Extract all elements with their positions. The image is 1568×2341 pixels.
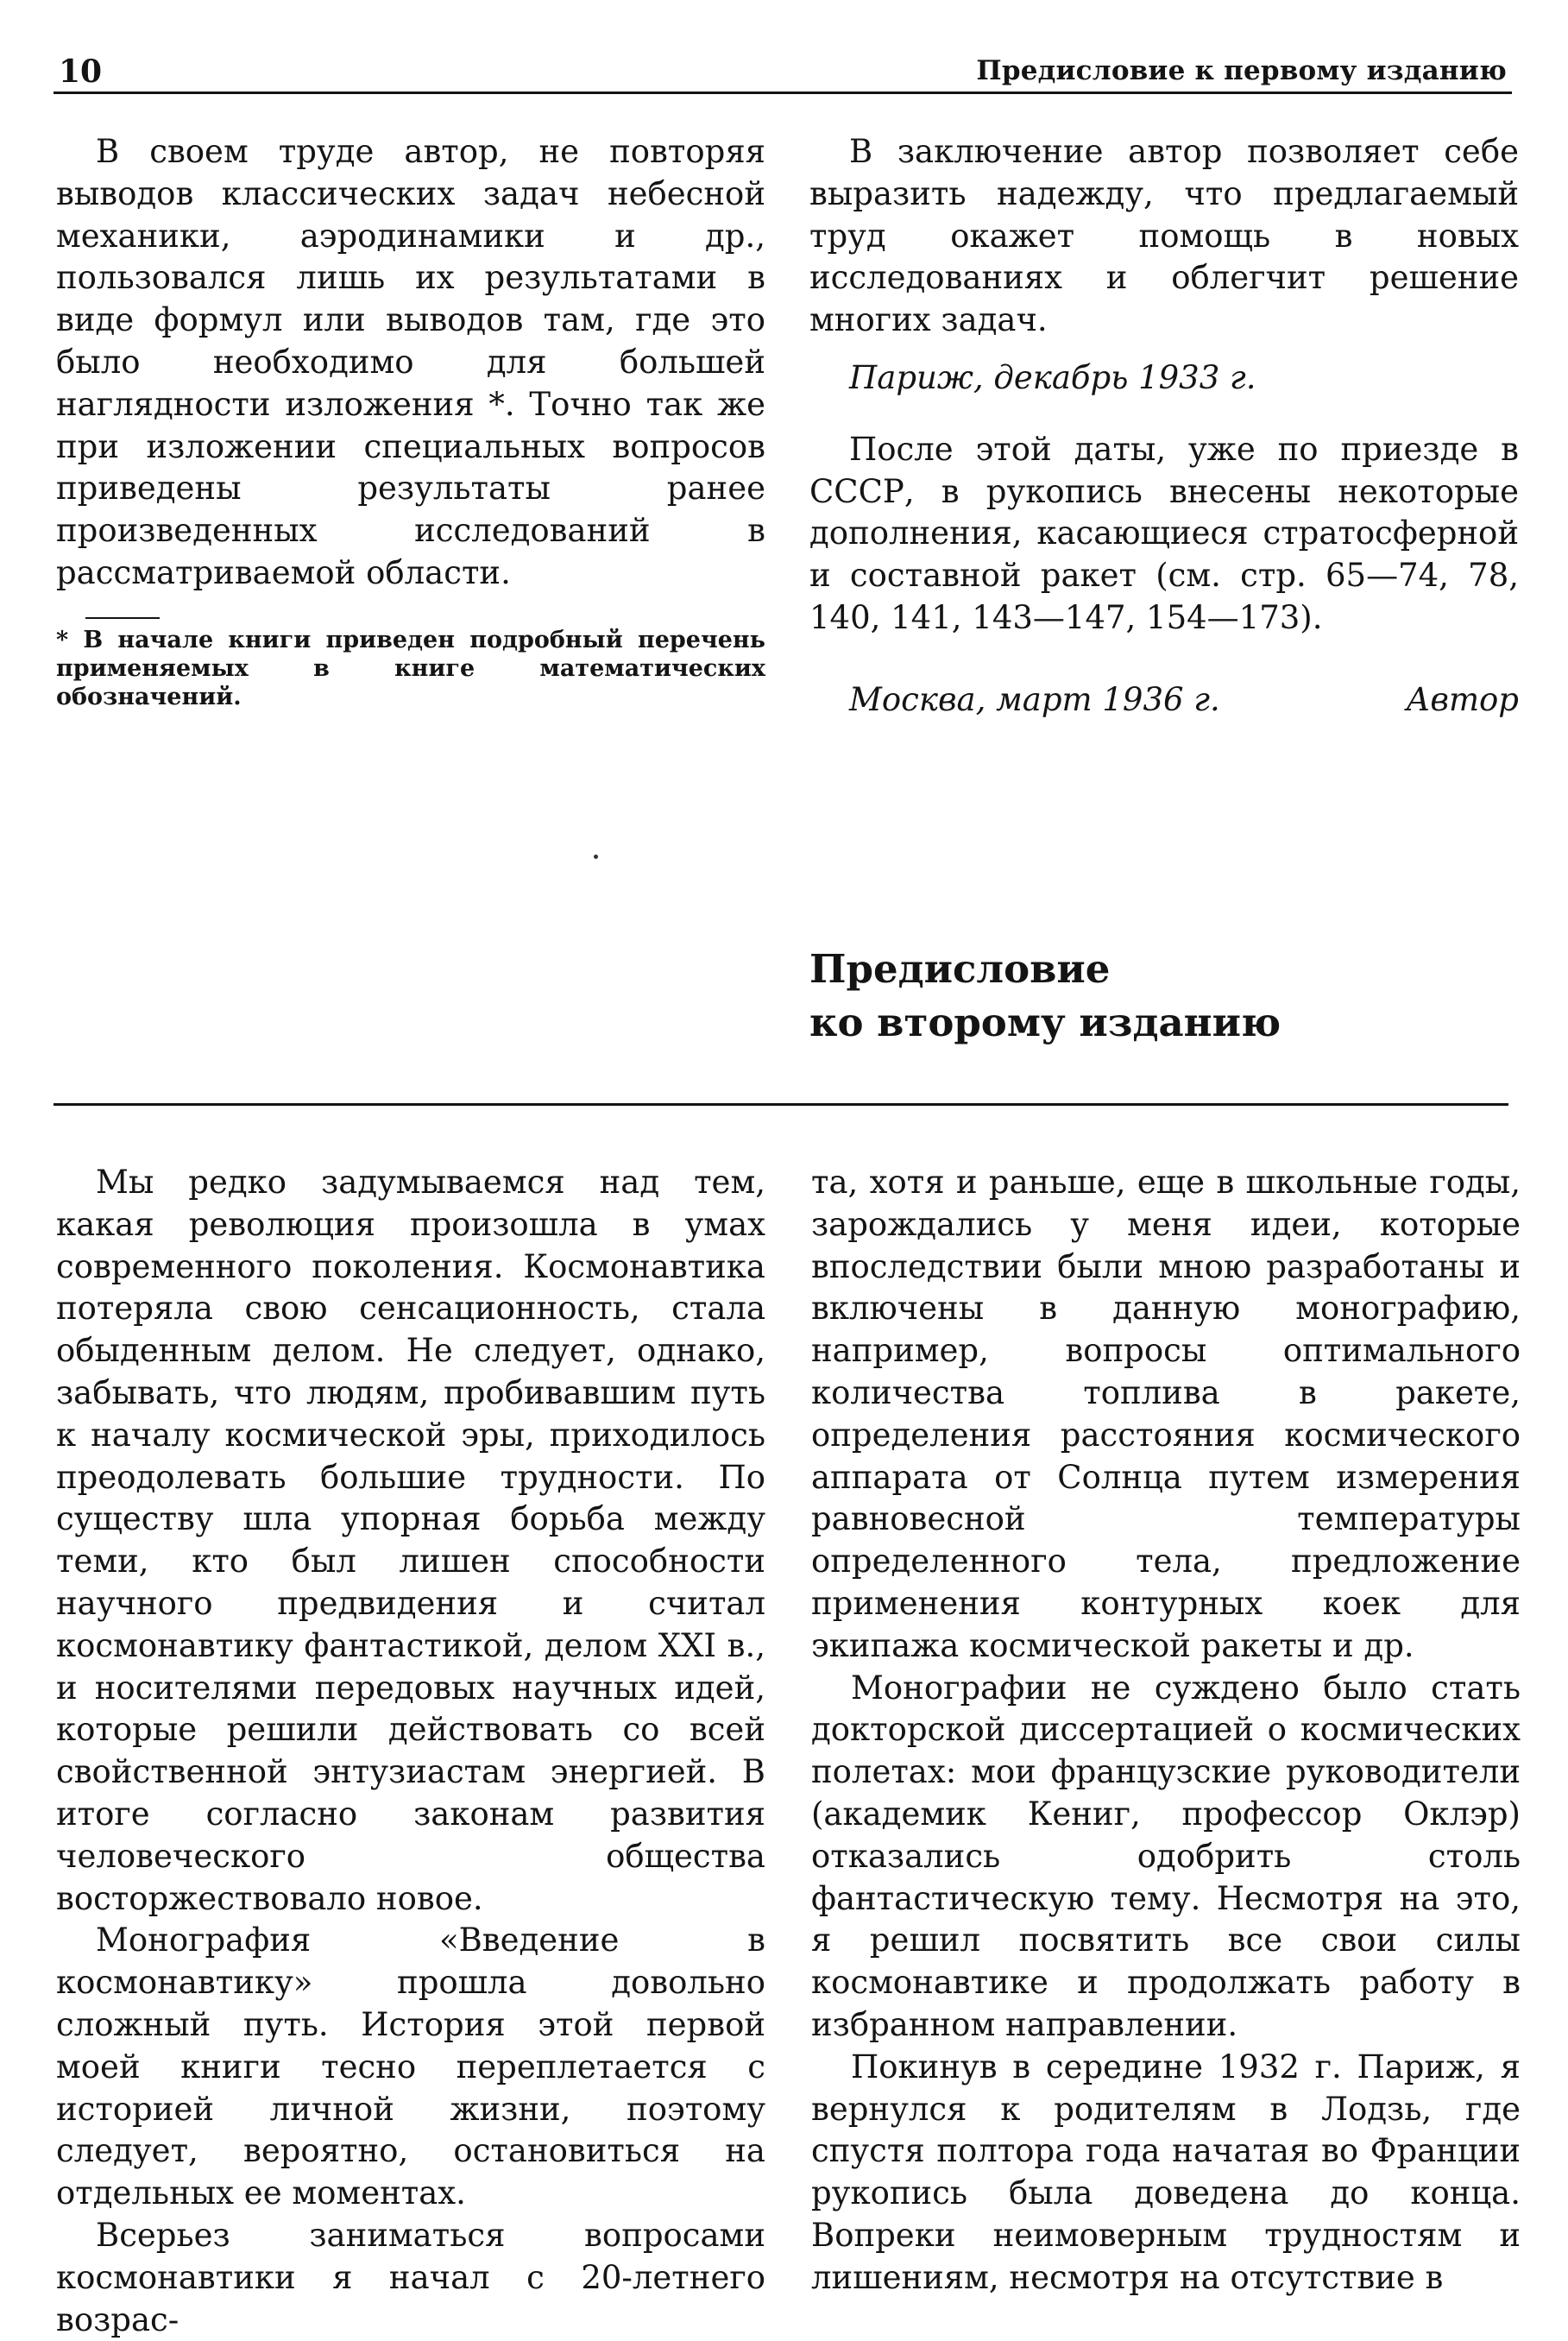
footnote-divider [85, 617, 160, 619]
section-divider [54, 1103, 1508, 1106]
footnote: * В начале книги приведен подробный перечень применяемых в книге математических обозначений. [56, 626, 765, 710]
first-preface-left-column [56, 131, 765, 711]
place-date: Париж, декабрь 1933 г. [849, 358, 1256, 396]
place-date: Москва, март 1936 г. [849, 680, 1220, 718]
section-title-line-1: Предисловие [809, 946, 1111, 992]
page-number: 10 [59, 54, 103, 90]
second-preface-paragraph: Покинув в середине 1932 г. Париж, я вернулся к родителям в Лодзь, где спустя полтора года начатая во Франции рукопись была доведена до конца. Вопреки неимоверным трудностям и лишениям, несмотря на отсутствие в [811, 2048, 1521, 2296]
second-preface-paragraph: Монография «Введение в космонавтику» прошла довольно сложный путь. История этой первой моей книги тесно переплетается с историей личной жизни, поэтому следует, вероятно, остановиться на отдельных ее моментах. [56, 1921, 765, 2212]
print-speck [594, 855, 598, 859]
first-preface-paragraph: В заключение автор позволяет себе выразить надежду, что предлагаемый труд окажет помощь в новых исследованиях и облегчит решение многих задач. [809, 133, 1519, 339]
second-preface-paragraph: Всерьез заниматься вопросами космонавтики я начал с 20-летнего возрас- [56, 2216, 765, 2338]
first-preface-paragraph: После этой даты, уже по приезде в СССР, в рукопись внесены некоторые дополнения, касающиеся стратосферной и составной ракет (см. стр. 65—74, 78, 140, 141, 143—147, 154—173). [809, 430, 1519, 636]
second-preface-paragraph: Мы редко задумываемся над тем, какая революция произошла в умах современного поколения. Космонавтика потеряла свою сенсационность, стала обыденным делом. Не следует, однако, забывать, что людям, пробивавшим путь к началу космической эры, приходилось преодолевать большие трудности. По существу шла упорная борьба между теми, кто был лишен способности научного предвидения и считал космонавтику фантастикой, делом XXI в., и носителями передовых научных идей, которые решили действовать со всей свойственной энтузиастам энергией. В итоге согласно законам развития человеческого общества восторжествовало новое. [56, 1164, 765, 1917]
second-preface-paragraph: Монографии не суждено было стать докторской диссертацией о космических полетах: мои французские руководители (академик Кениг, профессор Оклэр) отказались одобрить столь фантастическую тему. Несмотря на это, я решил посвятить все свои силы космонавтике и продолжать работу в избранном направлении. [811, 1669, 1521, 2043]
signature-line [809, 679, 1519, 722]
first-preface-right-column [809, 131, 1519, 722]
second-preface-right-column [811, 1162, 1521, 2300]
first-preface-paragraph: В своем труде автор, не повторяя выводов классических задач небесной механики, аэродинамики и др., пользовался лишь их результатами в виде формул или выводов там, где это было необходимо для большей наглядности изложения *. Точно так же при изложении специальных вопросов приведены результаты ранее произведенных исследований в рассматриваемой области. [56, 133, 765, 591]
second-preface-left-column [56, 1162, 765, 2341]
signature: Автор [1406, 680, 1519, 718]
section-title-line-2: ко второму изданию [809, 1000, 1281, 1045]
section-title [809, 943, 1281, 1050]
running-header [54, 50, 1512, 94]
second-preface-paragraph: та, хотя и раньше, еще в школьные годы, зарождались у меня идеи, которые впоследствии были мною разработаны и включены в данную монографию, например, вопросы оптимального количества топлива в ракете, определения расстояния космического аппарата от Солнца путем измерения равновесной температуры определенного тела, предложение применения контурных коек для экипажа космической ракеты и др. [811, 1164, 1521, 1664]
running-title: Предисловие к первому изданию [976, 55, 1507, 86]
